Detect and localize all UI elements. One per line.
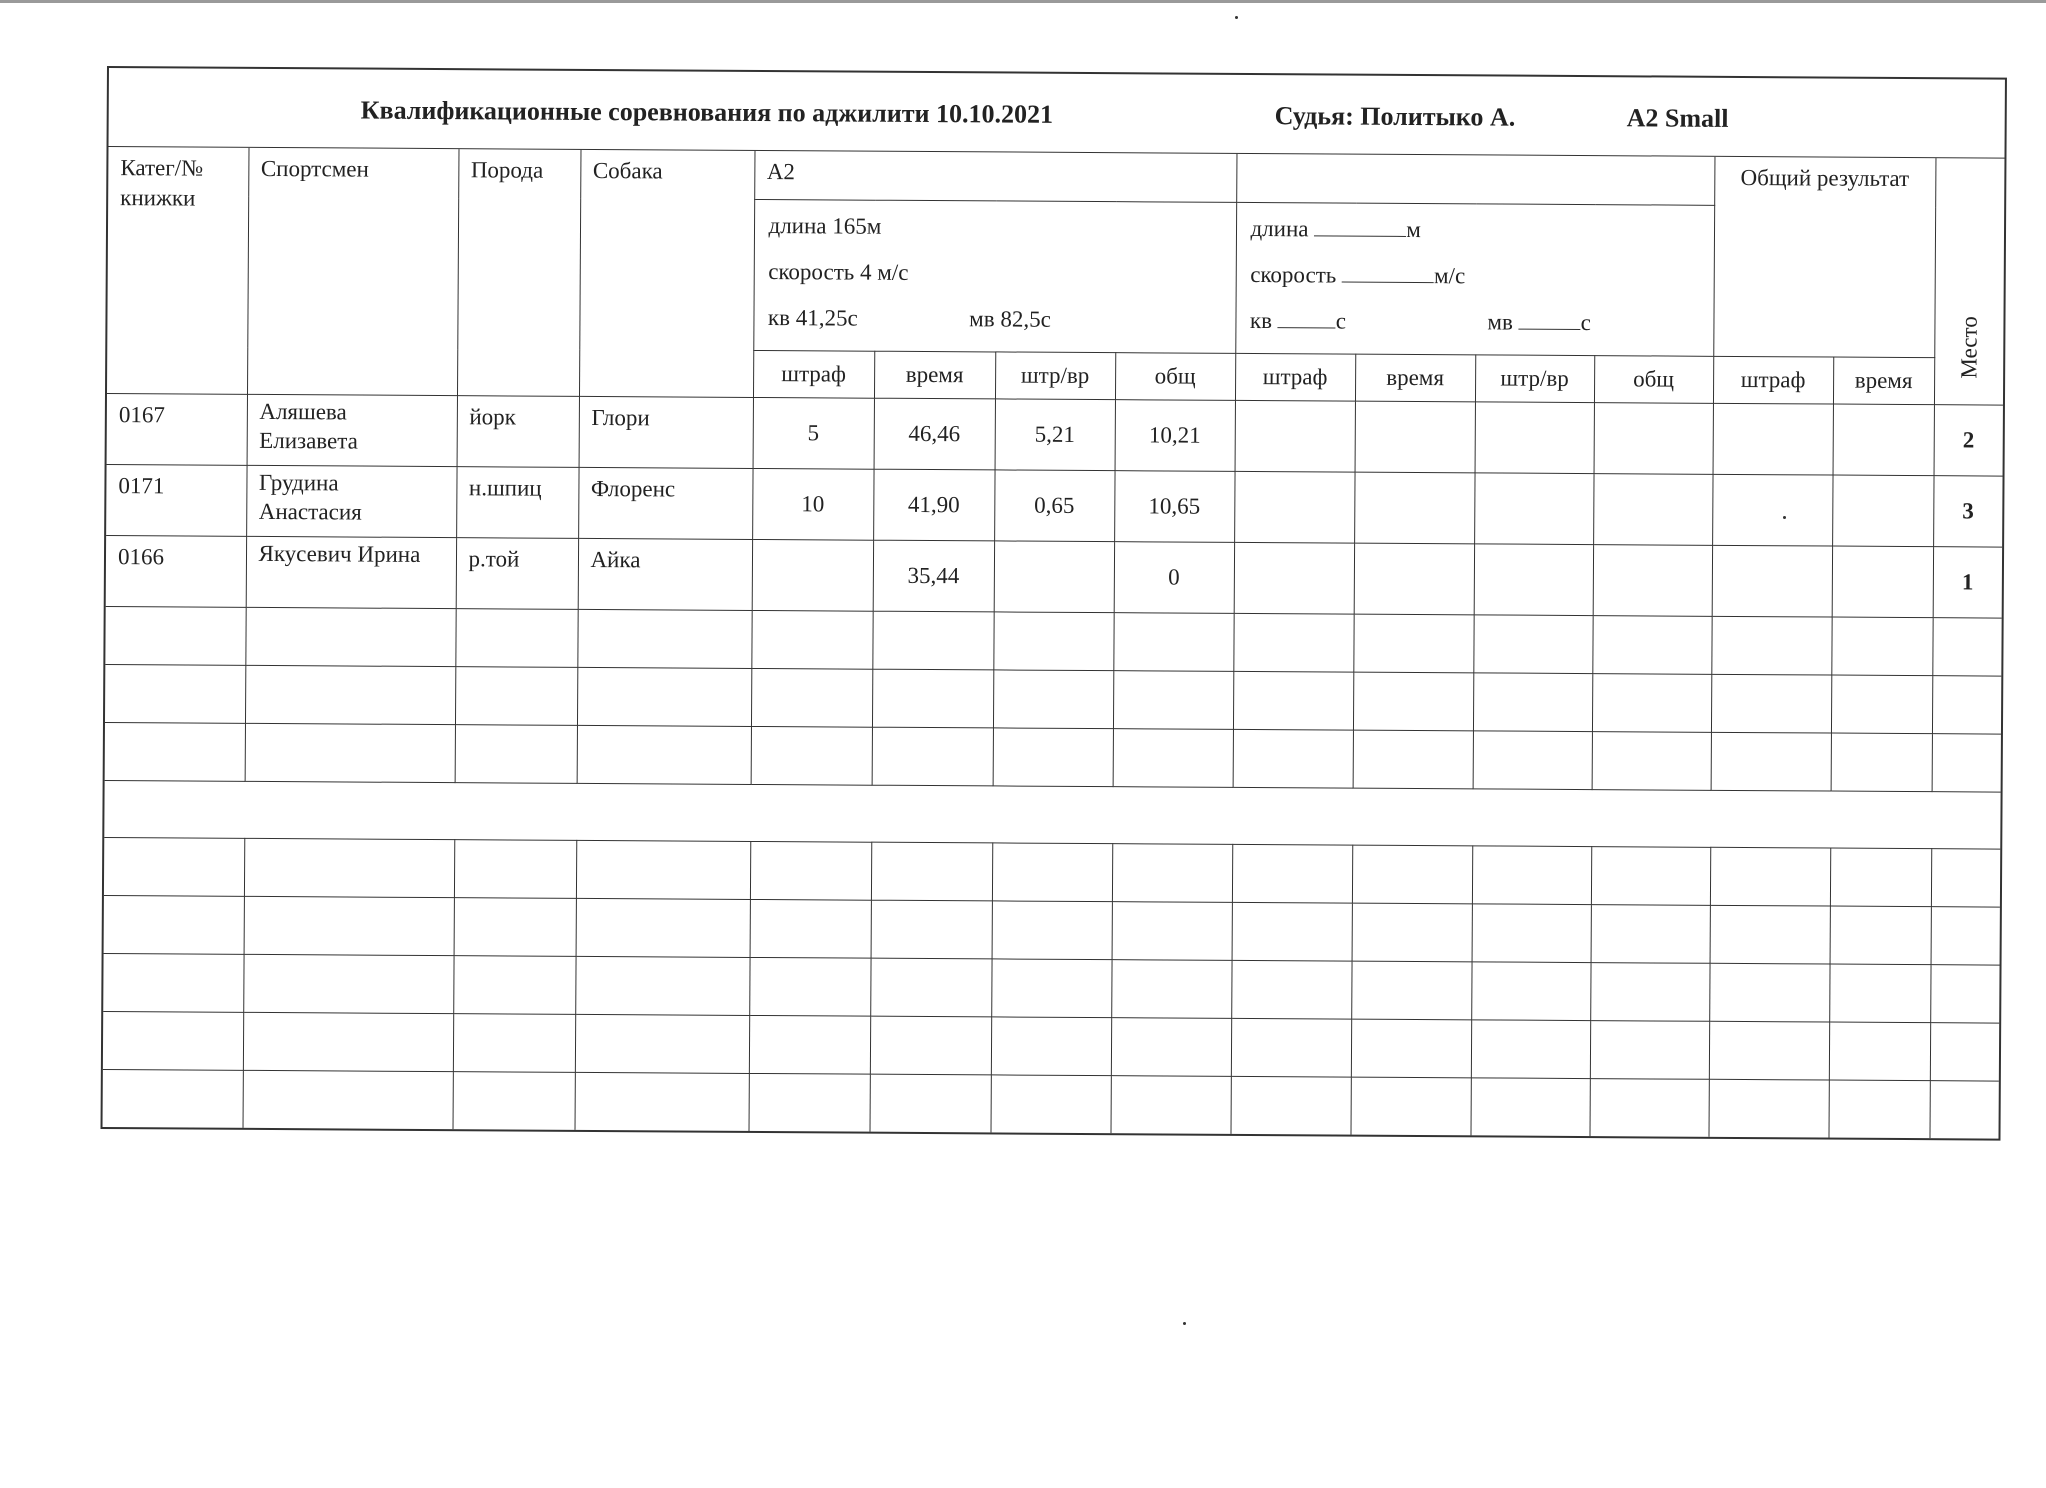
run1-time-header: время bbox=[874, 351, 995, 399]
run2-length-unit: м bbox=[1406, 216, 1421, 243]
run1-penalty-header: штраф bbox=[753, 350, 874, 398]
run1-kv: кв 41,25с bbox=[767, 305, 858, 331]
dog-name: Айка bbox=[578, 538, 752, 610]
run1-total: 10,21 bbox=[1115, 400, 1235, 472]
run2-speed-label: скорость bbox=[1250, 261, 1337, 288]
col-athlete: Спортсмен bbox=[247, 148, 459, 396]
total-penalty-header: штраф bbox=[1713, 356, 1833, 404]
dog-name: Флоренс bbox=[578, 467, 752, 539]
blank-line bbox=[1519, 305, 1581, 330]
scan-speck bbox=[1183, 1322, 1186, 1325]
run2-kv-unit: с bbox=[1335, 308, 1347, 334]
run2-time-header: время bbox=[1355, 354, 1475, 402]
run1-time-penalty-header: штр/вр bbox=[995, 352, 1115, 400]
scan-edge bbox=[0, 0, 2046, 3]
run2-times bbox=[1250, 301, 1699, 350]
run1-speed: скорость 4 м/с bbox=[768, 259, 909, 285]
run1-time: 46,46 bbox=[874, 398, 995, 470]
run1-total: 10,65 bbox=[1114, 471, 1234, 543]
blank-line bbox=[1342, 258, 1434, 284]
run1-params bbox=[753, 199, 1236, 353]
table-row bbox=[106, 465, 2002, 548]
run1-time: 35,44 bbox=[873, 540, 994, 612]
class-label: A2 Small bbox=[1626, 103, 1729, 133]
col-category: Катег/№ книжки bbox=[107, 147, 249, 394]
table-row bbox=[103, 1069, 1999, 1138]
table-row bbox=[107, 394, 2003, 477]
run1-penalty: 5 bbox=[753, 397, 874, 469]
run2-penalty-header: штраф bbox=[1235, 353, 1355, 401]
dog-name: Глори bbox=[579, 396, 753, 468]
run2-length-label: длина bbox=[1250, 215, 1309, 242]
run1-total-header: общ bbox=[1115, 353, 1235, 401]
run2-length bbox=[1250, 209, 1699, 258]
run1-penalty: 10 bbox=[752, 468, 873, 540]
col-place bbox=[1934, 158, 2005, 405]
run2-title bbox=[1236, 154, 1714, 205]
col-dog: Собака bbox=[579, 150, 755, 398]
results-sheet bbox=[101, 66, 2007, 1141]
total-time-header: время bbox=[1833, 357, 1934, 405]
results-table bbox=[103, 147, 2005, 1139]
sheet-header bbox=[109, 68, 2005, 159]
run2-kv-label: кв bbox=[1249, 307, 1273, 334]
run2-time-penalty-header: штр/вр bbox=[1475, 355, 1594, 403]
run2-mv-unit: с bbox=[1580, 310, 1591, 336]
athlete-name: Якусевич Ирина bbox=[246, 536, 456, 608]
place: 3 bbox=[1933, 476, 2002, 547]
breed: йорк bbox=[457, 396, 579, 468]
run1-mv: мв 82,5с bbox=[969, 306, 1051, 332]
run1-time-penalty bbox=[994, 541, 1114, 613]
run1-time-penalty: 5,21 bbox=[995, 399, 1115, 471]
place: 2 bbox=[1934, 405, 2003, 476]
run1-length: длина 165м bbox=[768, 213, 882, 239]
place: 1 bbox=[1933, 547, 2002, 618]
run1-time: 41,90 bbox=[873, 469, 994, 541]
col-place-label: Место bbox=[1955, 316, 1982, 379]
col-total-result: Общий результат bbox=[1713, 157, 1935, 358]
book-number: 0171 bbox=[106, 465, 246, 537]
run1-time-penalty: 0,65 bbox=[994, 470, 1114, 542]
book-number: 0167 bbox=[107, 394, 247, 466]
run2-mv-label: мв bbox=[1487, 309, 1513, 335]
run2-speed bbox=[1250, 255, 1699, 304]
breed: р.той bbox=[456, 538, 578, 610]
scan-speck bbox=[1235, 16, 1238, 19]
col-breed: Порода bbox=[457, 149, 581, 396]
run1-penalty bbox=[752, 539, 873, 611]
athlete-name: Грудина Анастасия bbox=[246, 465, 456, 537]
run2-speed-unit: м/с bbox=[1433, 263, 1466, 289]
run2-params bbox=[1235, 202, 1714, 356]
judge-name: Судья: Политыко А. bbox=[1274, 101, 1516, 132]
blank-line bbox=[1278, 303, 1336, 328]
table-row bbox=[106, 536, 2002, 619]
run1-total: 0 bbox=[1114, 542, 1234, 614]
athlete-name: Аляшева Елизавета bbox=[247, 394, 457, 466]
breed: н.шпиц bbox=[456, 467, 578, 539]
competition-title: Квалификационные соревнования по аджилити 10.10.2021 bbox=[360, 95, 1054, 129]
run2-total-header: общ bbox=[1594, 356, 1713, 404]
run1-title: A2 bbox=[754, 151, 1236, 202]
blank-line bbox=[1314, 211, 1406, 237]
book-number: 0166 bbox=[106, 536, 246, 608]
run1-times bbox=[768, 298, 1221, 347]
